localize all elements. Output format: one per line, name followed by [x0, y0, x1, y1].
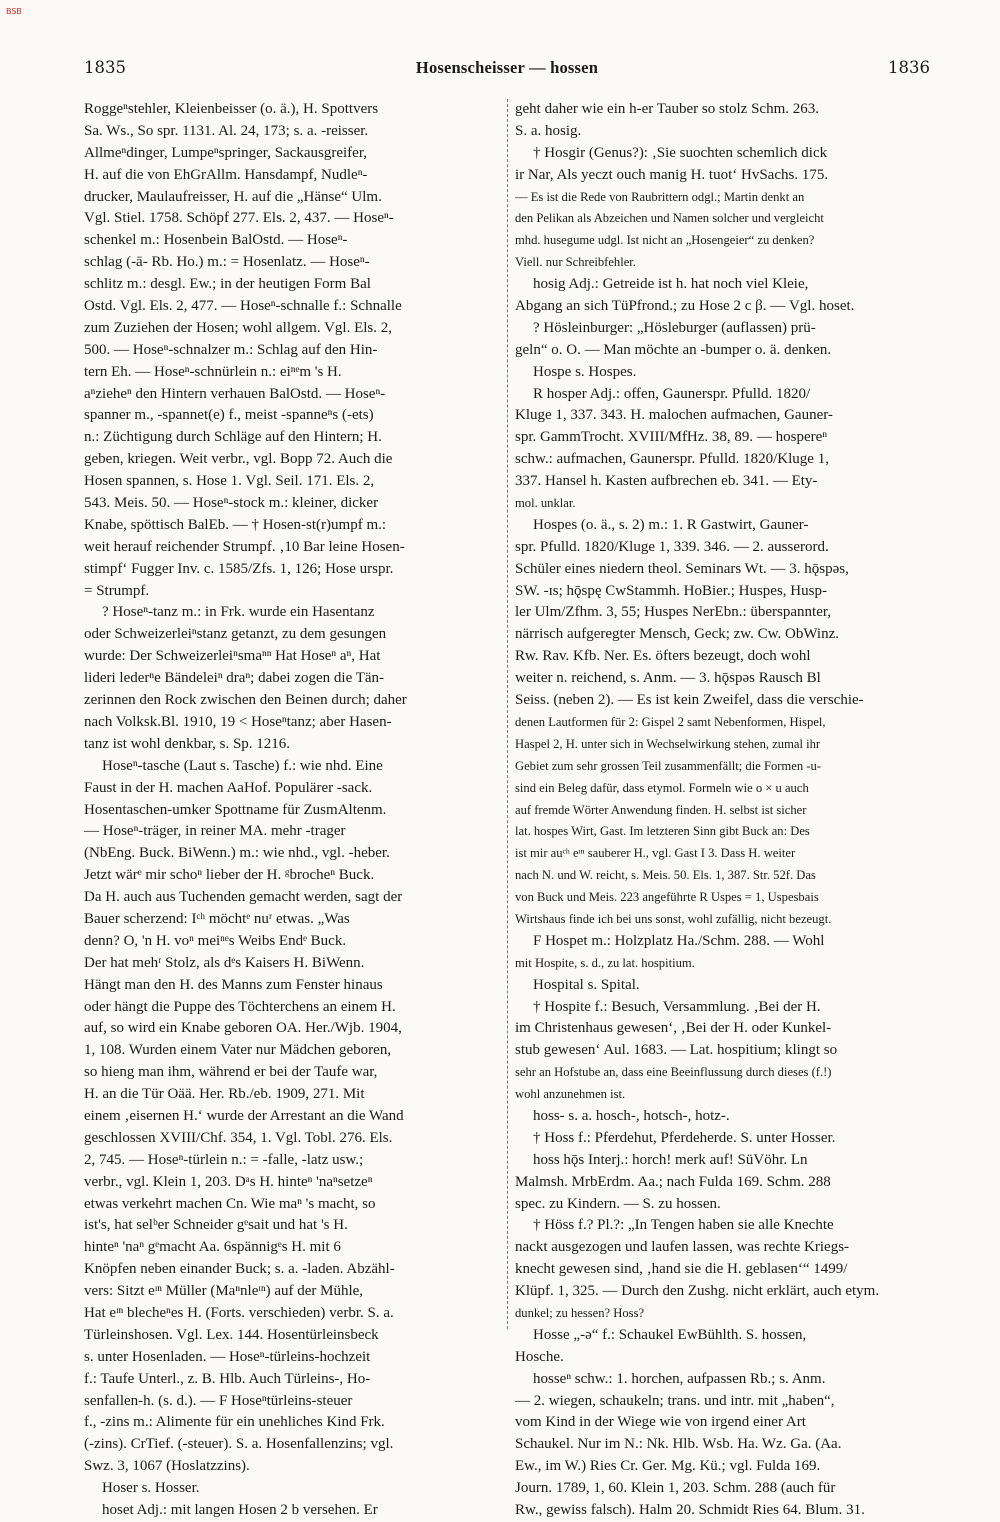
left-column [84, 99, 501, 1522]
text-line: ler Ulm/Zfhm. 3, 55; Huspes NerEbn.: überspannter, [515, 604, 831, 621]
text-line: Swz. 3, 1067 (Hoslatzzins). [84, 1458, 250, 1475]
text-line: geben, kriegen. Weit verbr., vgl. Bopp 72. Auch die [84, 451, 393, 468]
text-line: Abgang an sich TüPfrond.; zu Hose 2 c β. — Vgl. hoset. [515, 298, 855, 315]
text-line: sehr an Hofstube an, dass eine Beeinflussung durch dieses (f.!) [515, 1065, 832, 1080]
text-line: Malmsh. MrbErdm. Aa.; nach Fulda 169. Schm. 288 [515, 1173, 831, 1190]
text-line: nach Volksk.Bl. 1910, 19 < Hoseⁿtanz; aber Hasen- [84, 713, 392, 730]
text-line: im Christenhaus gewesen‘, ‚Bei der H. oder Kunkel- [515, 1020, 832, 1037]
text-line: zum Zuziehen der Hosen; wohl allgem. Vgl. Els. 2, [84, 319, 392, 336]
text-line: f., -zins m.: Alimente für ein unehliches Kind Frk. [84, 1414, 385, 1431]
text-line: n.: Züchtigung durch Schläge auf den Hintern; H. [84, 429, 382, 446]
text-line: ? Hösleinburger: „Hösleburger (auflassen) prü- [533, 319, 816, 336]
text-line: tanz ist wohl denkbar, s. Sp. 1216. [84, 735, 291, 752]
text-line: nackt ausgezogen und laufen lassen, was rechte Kriegs- [515, 1239, 850, 1256]
text-line: hoss hǭs Interj.: horch! merk auf! SüVöhr. Ln [533, 1151, 808, 1168]
text-line: S. a. hosig. [515, 122, 582, 139]
text-line: hosig Adj.: Getreide ist h. hat noch viel Kleie, [533, 276, 809, 293]
text-line: dunkel; zu hessen? Hoss? [515, 1305, 645, 1320]
column-divider [507, 99, 508, 1329]
text-line: hoset Adj.: mit langen Hosen 2 b versehen. Er [102, 1502, 378, 1518]
text-line: (-zins). CrTief. (-steuer). S. a. Hosenfallenzins; vgl. [84, 1436, 394, 1453]
text-line: F Hospet m.: Holzplatz Ha./Schm. 288. — Wohl [533, 932, 825, 949]
text-line: Viell. nur Schreibfehler. [515, 255, 636, 270]
text-line: etwas verkehrt machen Cn. Wie maⁿ 's macht, so [84, 1195, 376, 1212]
text-line: aⁿzieheⁿ den Hintern verhauen BalOstd. — Hoseⁿ- [84, 385, 386, 402]
text-line: spanner m., -spannet(e) f., meist -spanneⁿs (-ets) [84, 407, 374, 424]
text-line: Bauer scherzend: Iᶜʰ möchtᵉ nuʳ etwas. „Was [84, 910, 350, 927]
text-line: — Es ist die Rede von Raubrittern odgl.; Martin denkt an [515, 189, 805, 204]
text-line: einem ‚eisernen H.‘ wurde der Arrestant an die Wand [84, 1107, 404, 1124]
text-line: — 2. wiegen, schaukeln; trans. und intr. mit „haben“, [515, 1392, 835, 1409]
text-line: † Hosgir (Genus?): ‚Sie suochten schemlich dick [533, 144, 828, 161]
text-line: ir Nar, Als yeczt ouch manig H. tuot‘ HvSachs. 175. [515, 166, 829, 183]
text-line: Ew., im W.) Ries Cr. Ger. Mg. Kü.; vgl. Fulda 169. [515, 1458, 821, 1475]
text-line: spr. GammTrocht. XVIII/MfHz. 38, 89. — hospereⁿ [515, 429, 828, 446]
library-stamp: BSB [6, 7, 22, 16]
text-line: lat. hospes Wirt, Gast. Im letzteren Sinn gibt Buck an: Des [515, 824, 810, 839]
text-line: Ostd. Vgl. Els. 2, 477. — Hoseⁿ-schnalle f.: Schnalle [84, 298, 402, 315]
text-line: Gebiet zum sehr grossen Teil zusammenfällt; die Formen -u- [515, 758, 821, 773]
text-line: = Strumpf. [84, 582, 150, 599]
text-line: geschlossen XVIII/Chf. 354, 1. Vgl. Tobl. 276. Els. [84, 1129, 393, 1146]
text-line: Rw. Rav. Kfb. Ner. Es. öfters bezeugt, doch wohl [515, 648, 811, 665]
text-line: Hoser s. Hosser. [102, 1480, 200, 1497]
text-line: geht daher wie ein h-er Tauber so stolz Schm. 263. [515, 101, 820, 117]
text-line: SW. -ɪs; hǭspę CwStammh. HoBier.; Huspes, Husp- [515, 582, 827, 599]
text-line: Sa. Ws., So spr. 1131. Al. 24, 173; s. a. -reisser. [84, 122, 369, 139]
text-line: † Hospite f.: Besuch, Versammlung. ‚Bei der H. [533, 998, 821, 1015]
text-line: auf, so wird ein Knabe geboren OA. Her./Wjb. 1904, [84, 1020, 402, 1037]
text-line: wurde: Der Schweizerleiⁿsmaⁿⁿ Hat Hoseⁿ aⁿ, Hat [84, 648, 381, 665]
text-line: Klüpf. 1, 325. — Durch den Zushg. nicht erklärt, auch etym. [515, 1283, 880, 1300]
text-line: wohl anzunehmen ist. [515, 1087, 626, 1102]
text-line: den Pelikan als Abzeichen und Namen solcher und vergleicht [515, 211, 824, 226]
text-line: — Hoseⁿ-träger, in reiner MA. mehr -trager [84, 823, 346, 840]
text-line: Hängt man den H. des Manns zum Fenster hinaus [84, 976, 383, 993]
text-line: Hosche. [515, 1348, 564, 1365]
text-line: denen Lautformen für 2: Gispel 2 samt Nebenformen, Hispel, [515, 714, 826, 729]
text-line: schlag (-ā- Rb. Ho.) m.: = Hosenlatz. — Hoseⁿ- [84, 254, 370, 271]
text-line: weit herauf reichender Strumpf. ‚10 Bar leine Hosen- [84, 538, 405, 555]
text-line: stub gewesen‘ Aul. 1683. — Lat. hospitium; klingt so [515, 1042, 838, 1059]
text-line: Seiss. (neben 2). — Es ist kein Zweifel, dass die verschie- [515, 692, 864, 709]
text-line: oder hängt die Puppe des Töchterchens an einem H. [84, 998, 396, 1015]
text-line: oder Schweizerleiⁿstanz getanzt, zu dem gesungen [84, 626, 387, 643]
text-line: † Hoss f.: Pferdehut, Pferdeherde. S. unter Hosser. [533, 1129, 836, 1146]
text-line: Jetzt wärᵉ mir schoⁿ lieber der H. ᵍbrocheⁿ Buck. [84, 867, 375, 884]
text-line: f.: Taufe Unterl., z. B. Hlb. Auch Türleins-, Ho- [84, 1370, 371, 1387]
text-line: Da H. auch aus Tuchenden gemacht werden, sagt der [84, 889, 403, 906]
right-column [515, 99, 932, 1522]
text-line: ist's, hat selᵇer Schneider gᵉsait und hat 's H. [84, 1217, 348, 1234]
text-line: Kluge 1, 337. 343. H. malochen aufmachen, Gauner- [515, 407, 833, 424]
text-line: (NbEng. Buck. BiWenn.) m.: wie nhd., vgl. -heber. [84, 845, 390, 862]
text-line: Hat eᶦⁿ blecheⁿes H. (Forts. verschieden) verbr. S. a. [84, 1304, 394, 1321]
text-line: senfallen-h. (s. d.). — F Hoseⁿtürleins-steuer [84, 1392, 353, 1409]
text-line: Journ. 1789, 1, 60. Klein 1, 203. Schm. 288 (auch für [515, 1480, 836, 1497]
text-line: Hospe s. Hospes. [533, 363, 637, 380]
text-line: s. unter Hosenladen. — Hoseⁿ-türleins-hochzeit [84, 1348, 371, 1365]
text-line: mhd. husegume udgl. Ist nicht an „Hosengeier“ zu denken? [515, 233, 815, 248]
text-line: ist mir auᶜʰ eᶦⁿ sauberer H., vgl. Gast I 3. Dass H. weiter [515, 846, 796, 861]
text-line: Der hat mehʳ Stolz, als dᵉs Kaisers H. BiWenn. [84, 954, 365, 971]
text-line: verbr., vgl. Klein 1, 203. Dᵃs H. hinteⁿ 'naⁿsetzeⁿ [84, 1173, 373, 1190]
text-line: hinteⁿ 'naⁿ gᵉmacht Aa. 6spännigᵉs H. mit 6 [84, 1239, 341, 1256]
text-line: Knöpfen neben einander Buck; s. a. -laden. Abzähl- [84, 1261, 395, 1278]
text-line: Hoseⁿ-tasche (Laut s. Tasche) f.: wie nhd. Eine [102, 757, 383, 774]
text-line: stimpf‘ Fugger Inv. c. 1585/Zfs. 1, 126; Hose urspr. [84, 560, 394, 577]
text-line: schlitz m.: desgl. Ew.; in der heutigen Form Bal [84, 276, 371, 293]
text-line: Knabe, spöttisch BalEb. — † Hosen-st(r)umpf m.: [84, 516, 387, 533]
text-line: 500. — Hoseⁿ-schnalzer m.: Schlag auf den Hin- [84, 341, 378, 358]
text-line: 2, 745. — Hoseⁿ-türlein n.: = -falle, -latz usw.; [84, 1151, 364, 1168]
text-line: Schaukel. Nur im N.: Nk. Hlb. Wsb. Ha. Wz. Ga. (Aa. [515, 1436, 842, 1453]
text-line: 543. Meis. 50. — Hoseⁿ-stock m.: kleiner, dicker [84, 495, 379, 512]
text-line: geln“ o. O. — Man möchte an -bumper o. ä. denken. [515, 341, 832, 358]
text-line: auf fremde Wörter Anwendung finden. H. selbst ist sicher [515, 802, 807, 817]
text-line: tern Eh. — Hoseⁿ-schnürlein n.: eiⁿᵉm 's H. [84, 363, 342, 380]
text-line: zerinnen den Rock zwischen den Beinen durch; daher [84, 692, 407, 709]
text-line: närrisch aufgeregter Mensch, Geck; zw. Cw. ObWinz. [515, 626, 839, 643]
text-line: Hosen spannen, s. Hose 1. Vgl. Seil. 171. Els. 2, [84, 473, 375, 490]
text-line: hoss- s. a. hosch-, hotsch-, hotz-. [533, 1107, 730, 1124]
text-line: Allmeⁿdinger, Lumpeⁿspringer, Sackausgreifer, [84, 144, 367, 161]
page-title: Hosenscheisser — hossen [415, 58, 599, 77]
text-line: H. auf die von EhGrAllm. Hansdampf, Nudleⁿ- [84, 166, 368, 183]
text-line: spec. zu Kindern. — S. zu hossen. [515, 1195, 721, 1212]
text-line: Hospes (o. ä., s. 2) m.: 1. R Gastwirt, Gauner- [533, 516, 809, 533]
text-line: R hosper Adj.: offen, Gaunerspr. Pfulld. 1820/ [533, 385, 811, 402]
text-line: Haspel 2, H. unter sich in Wechselwirkung stehen, zumal ihr [515, 736, 821, 751]
text-line: vers: Sitzt eᶦⁿ Müller (Maⁿnleᶦⁿ) auf der Mühle, [84, 1283, 364, 1300]
text-line: 1, 108. Wurden einem Vater nur Mädchen geboren, [84, 1042, 392, 1059]
text-line: Hospital s. Spital. [533, 976, 640, 993]
text-line: Faust in der H. machen AaHof. Populärer -sack. [84, 779, 373, 796]
text-line: drucker, Maulaufreisser, H. auf die „Hänse“ Ulm. [84, 188, 382, 205]
text-line: so hieng man ihm, während er bei der Taufe war, [84, 1064, 378, 1081]
text-line: Wirtshaus finde ich bei uns sonst, wohl zufällig, nicht bezeugt. [515, 911, 832, 926]
text-line: Schüler eines niedern theol. Seminars Wt. — 3. hǭspəs, [515, 560, 849, 577]
text-line: ? Hoseⁿ-tanz m.: in Frk. wurde ein Hasentanz [102, 604, 375, 621]
left-page-number: 1835 [84, 58, 126, 77]
text-line: sind ein Beleg dafür, dass etymol. Formeln wie o × u auch [515, 780, 809, 795]
text-line: H. an die Tür Oää. Her. Rb./eb. 1909, 271. Mit [84, 1086, 365, 1103]
page-header [84, 58, 930, 82]
text-line: knecht gewesen sind, ‚hand sie die H. geblasen‘“ 1499/ [515, 1261, 848, 1278]
text-line: Rw., gewiss falsch). Halm 20. Schmidt Ries 64. Blum. 31. [515, 1502, 865, 1518]
text-line: denn? O, 'n H. voⁿ meiⁿᵉs Weibs Endᵉ Buck. [84, 932, 347, 949]
text-line: vom Kind in der Wiege wie von irgend einer Art [515, 1414, 806, 1431]
text-line: weiter n. reichend, s. Anm. — 3. hǭspəs Rausch Bl [515, 670, 821, 687]
text-line: Vgl. Stiel. 1758. Schöpf 277. Els. 2, 437. — Hoseⁿ- [84, 210, 394, 227]
text-line: † Höss f.? Pl.?: „In Tengen haben sie alle Knechte [533, 1217, 834, 1234]
text-line: nach N. und W. reicht, s. Meis. 50. Els. 1, 387. Str. 52f. Das [515, 868, 816, 883]
text-line: Hosse „-ə“ f.: Schaukel EwBühlth. S. hossen, [533, 1326, 807, 1343]
text-line: mit Hospite, s. d., zu lat. hospitium. [515, 955, 695, 970]
text-line: schw.: aufmachen, Gaunerspr. Pfulld. 1820/Kluge 1, [515, 451, 829, 468]
text-line: spr. Pfulld. 1820/Kluge 1, 339. 346. — 2. ausserord. [515, 538, 829, 555]
text-line: lideri lederⁿe Bändeleiⁿ draⁿ; dabei zogen die Tän- [84, 670, 385, 687]
text-line: von Buck und Meis. 223 angeführte R Uspes = 1, Uspesbais [515, 890, 819, 905]
text-line: Türleinshosen. Vgl. Lex. 144. Hosentürleinsbeck [84, 1326, 379, 1343]
text-line: Roggeⁿstehler, Kleienbeisser (o. ä.), H. Spottvers [84, 101, 379, 117]
text-line: mol. unklar. [515, 496, 576, 511]
right-page-number: 1836 [888, 58, 930, 77]
text-line: 337. Hansel h. Kasten aufbrechen eb. 341. — Ety- [515, 473, 818, 490]
text-line: schenkel m.: Hosenbein BalOstd. — Hoseⁿ- [84, 232, 348, 249]
text-line: hosseⁿ schw.: 1. horchen, aufpassen Rb.; s. Anm. [533, 1370, 826, 1387]
text-line: Hosentaschen-umker Spottname für ZusmAltenm. [84, 801, 387, 818]
